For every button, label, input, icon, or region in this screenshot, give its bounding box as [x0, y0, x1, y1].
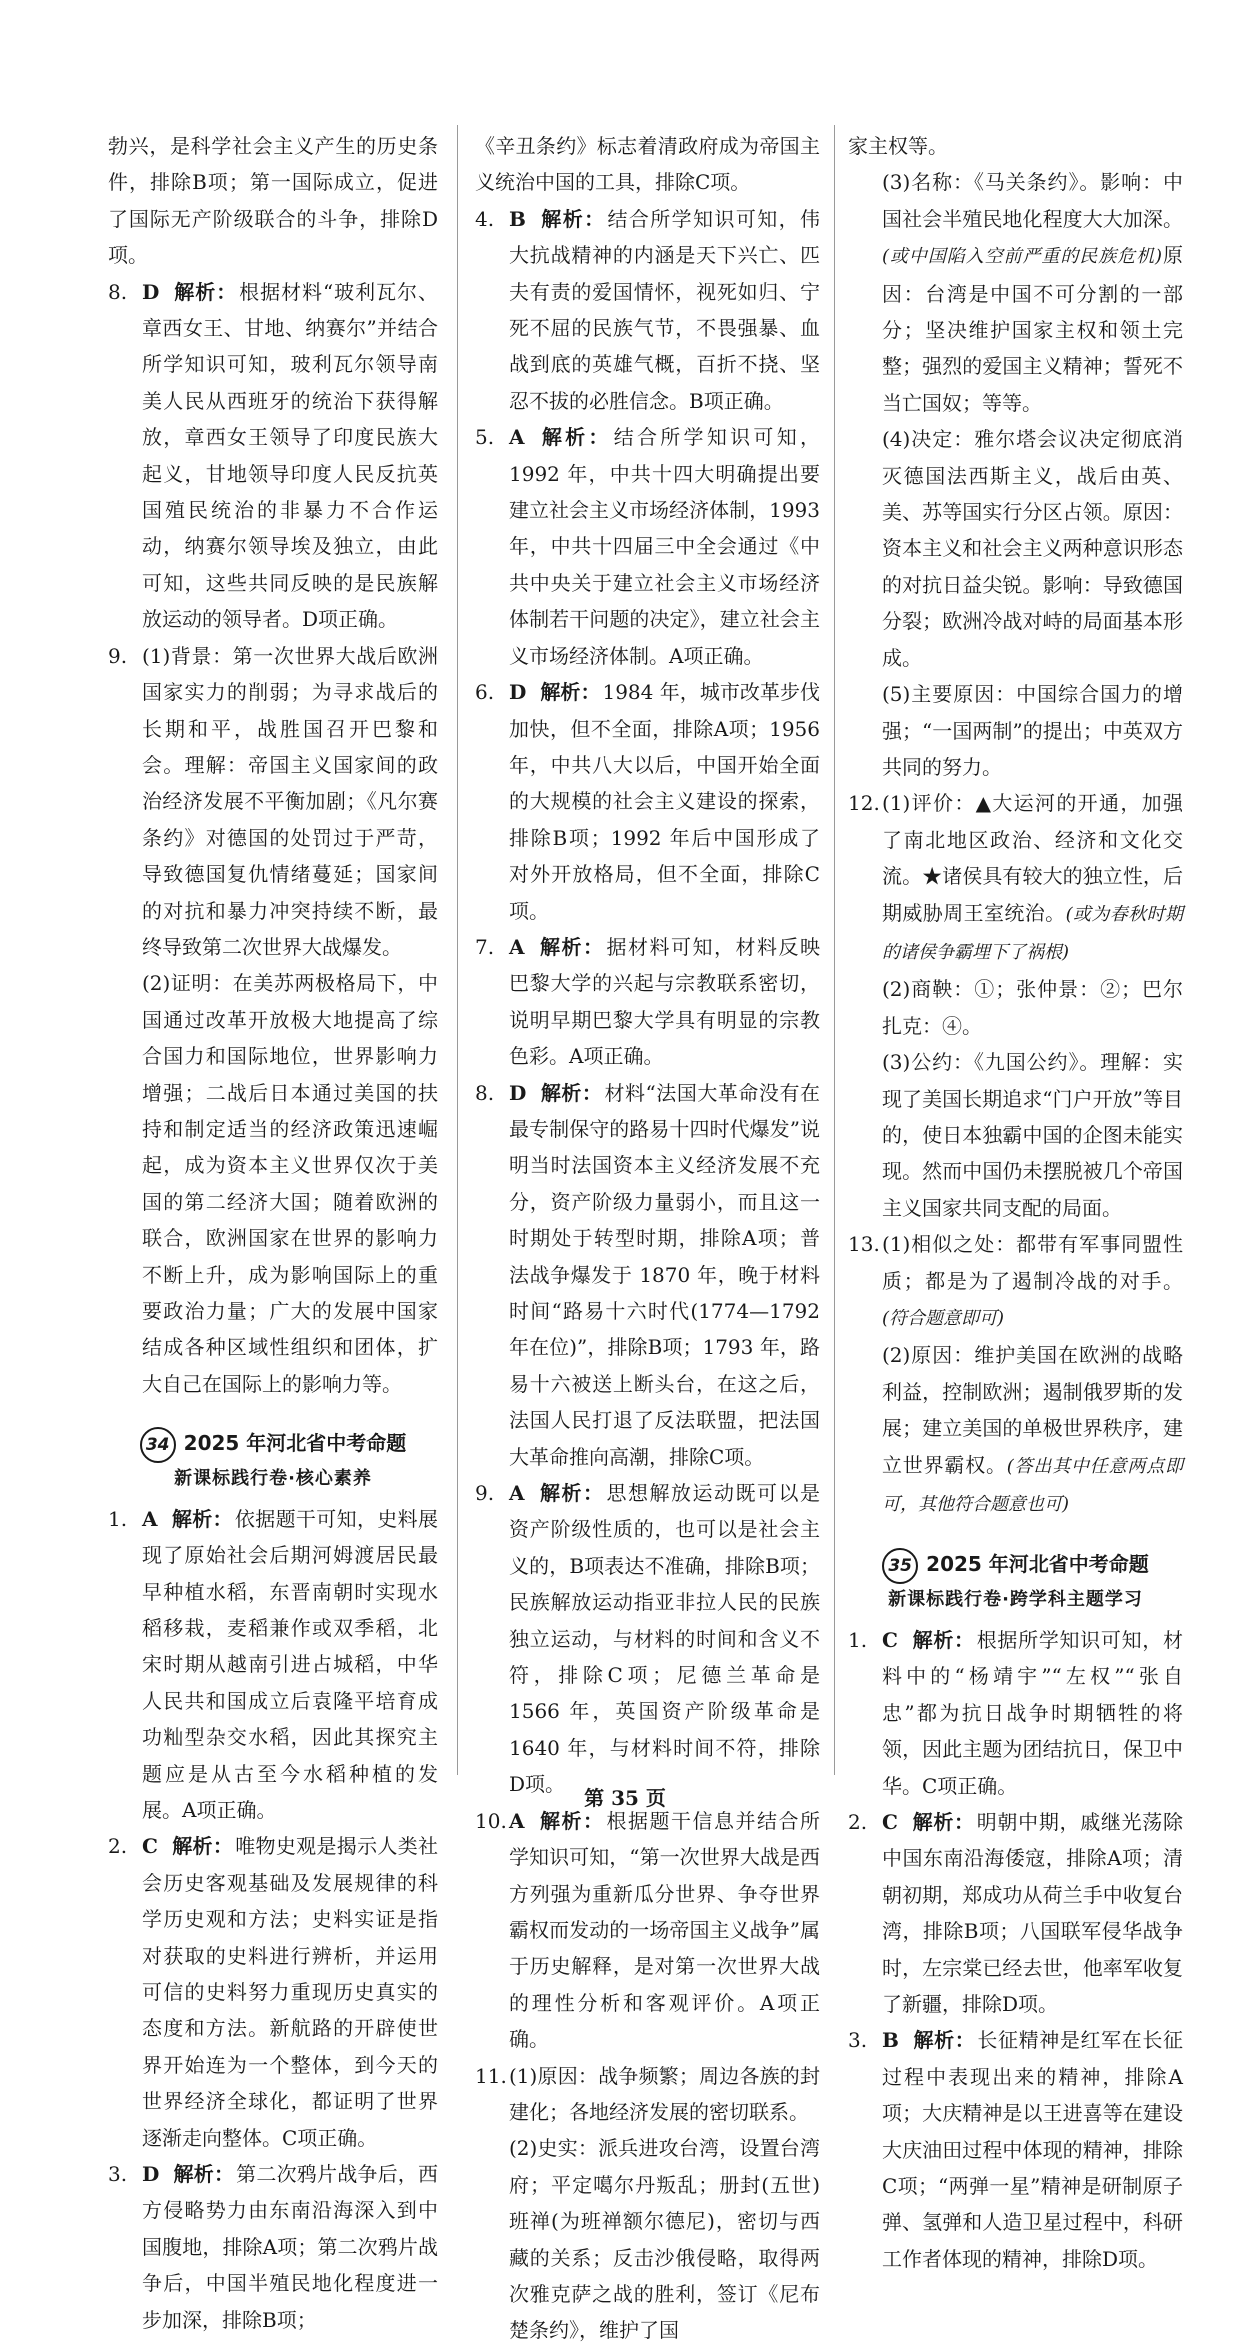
answer-subpart [848, 1044, 1183, 1226]
item-number: 4. [475, 206, 495, 231]
answer-text: (4)决定：雅尔塔会议决定彻底消灭德国法西斯主义，战后由英、美、苏等国实行分区占领。原因：资本主义和社会主义两种意识形态的对抗日益尖锐。影响：导致德国分裂；欧洲冷战对峙的局面基本形成。 [882, 427, 1183, 670]
item-number: 1. [108, 1506, 128, 1531]
answer-note: (或为春秋时期的诸侯争霸埋下了祸根) [882, 903, 1184, 963]
item-number: 13. [848, 1232, 880, 1257]
section-title: 2025 年河北省中考命题 [183, 1431, 407, 1456]
answer-choice: C [142, 1834, 158, 1859]
answer-text: 勃兴，是科学社会主义产生的历史条件，排除B项；第一国际成立，促进了国际无产阶级联合的斗争，排除D项。 [108, 134, 438, 268]
analysis-label: 解析： [540, 1080, 603, 1105]
section-title: 2025 年河北省中考命题 [926, 1552, 1149, 1577]
answer-text: 1984 年，城市改革步伐加快，但不全面，排除A项；1956 年，中共八大以后，中国开始全面的大规模的社会主义建设的探索，排除B项；1992 年后中国形成了对外开放格局，但不全面，排除C项。 [509, 680, 821, 923]
answer-note: (符合题意即可) [882, 1308, 1005, 1329]
answer-text: (5)主要原因：中国综合国力的增强；“一国两制”的提出；中英双方共同的努力。 [882, 682, 1183, 779]
answer-text: (2)原因：维护美国在欧洲的战略利益，控制欧洲；遏制俄罗斯的发展；建立美国的单极世界秩序，建立世界霸权。 [882, 1343, 1183, 1477]
answer-item [475, 201, 820, 419]
answer-text: 根据所学知识可知，材料中的“杨靖宇”“左权”“张自忠”都为抗日战争时期牺牲的将领，因此主题为团结抗日，保卫中华。C项正确。 [882, 1627, 1184, 1798]
answer-choice: A [509, 934, 525, 959]
analysis-label: 解析： [173, 2162, 235, 2187]
item-number: 9. [108, 643, 128, 668]
answer-subpart [848, 421, 1183, 676]
answer-text: 结合所学知识可知，伟大抗战精神的内涵是天下兴亡、匹夫有责的爱国情怀，视死如归、宁死不屈的民族气节，不畏强暴、血战到底的英雄气概，百折不挠、坚忍不拔的必胜信念。B项正确。 [509, 206, 821, 413]
section-number-badge: 34 [140, 1427, 176, 1463]
answer-item [108, 1501, 438, 1829]
analysis-label: 解析： [540, 680, 601, 705]
answer-choice: B [882, 2028, 899, 2053]
answer-text: (1)原因：战争频繁；周边各族的封建化；各地经济发展的密切联系。 [509, 2063, 820, 2124]
item-number: 3. [108, 2162, 128, 2187]
analysis-label: 解析： [538, 1808, 605, 1833]
answer-item [848, 1226, 1183, 1337]
analysis-label: 解析： [539, 206, 606, 231]
answer-choice: D [142, 2162, 160, 2187]
answer-text-tail: 原因：台湾是中国不可分割的一部分；坚决维护国家主权和领土完整；强烈的爱国主义精神；誓死不当亡国奴；等等。 [882, 243, 1183, 415]
answer-item [848, 1622, 1183, 1804]
item-number: 8. [475, 1080, 495, 1105]
answer-item [475, 929, 820, 1075]
answer-subpart [848, 1337, 1183, 1523]
analysis-label: 解析： [173, 279, 238, 304]
section-heading [848, 1547, 1183, 1616]
column-divider [457, 125, 458, 1775]
answer-text: (3)名称：《马关条约》。影响：中国社会半殖民地化程度大大加深。 [882, 170, 1183, 231]
answer-item [475, 2058, 820, 2131]
answer-note: (答出其中任意两点即可，其他符合题意也可) [882, 1455, 1183, 1516]
answer-text: 根据题干信息并结合所学知识可知，“第一次世界大战是西方列强为重新瓜分世界、争夺世界霸权而发动的一场帝国主义战争”属于历史解释，是对第一次世界大战的理性分析和客观评价。A项正确。 [509, 1808, 821, 2052]
answer-choice: A [509, 1808, 525, 1833]
answer-subpart [848, 676, 1183, 785]
column-right [848, 128, 1183, 2277]
answer-item [475, 419, 820, 674]
answer-item [475, 1475, 820, 1803]
section-subtitle: 新课标践行卷·核心素养 [174, 1467, 372, 1489]
analysis-label: 解析： [171, 1506, 233, 1531]
answer-text: 长征精神是红军在长征过程中表现出来的精神，排除A项；大庆精神是以王进喜等在建设大庆油田过程中体现的精神，排除C项；“两弹一星”精神是研制原子弹、氢弹和人造卫星过程中，科研工作者体现的精神，排除D项。 [882, 2028, 1184, 2271]
item-number: 2. [108, 1834, 128, 1859]
item-number: 12. [848, 791, 880, 816]
answer-item [848, 1804, 1183, 2022]
page-number: 第 35 页 [584, 1786, 666, 1810]
item-number: 3. [848, 2028, 868, 2053]
analysis-label: 解析： [911, 1627, 975, 1652]
answer-item [475, 1803, 820, 2058]
answer-choice: D [142, 279, 160, 304]
section-heading [108, 1426, 438, 1495]
answer-text: (2)证明：在美苏两极格局下，中国通过改革开放极大地提高了综合国力和国际地位，世界影响力增强；二战后日本通过美国的扶持和制定适当的经济政策迅速崛起，成为资本主义世界仅次于美国的第二经济大国；随着欧洲的联合，欧洲国家在世界的影响力不断上升，成为影响国际上的重要政治力量；广大的发展中国家结成各种区域性组织和团体，扩大自己在国际上的影响力等。 [142, 971, 438, 1396]
answer-item [108, 2156, 438, 2338]
answer-choice: B [509, 206, 526, 231]
answer-choice: D [509, 680, 527, 705]
answer-text: 思想解放运动既可以是资产阶级性质的，也可以是社会主义的，B项表达不准确，排除B项；民族解放运动指亚非拉人民的民族独立运动，与材料的时间和含义不符，排除C项；尼德兰革命是 1566 年，英国资产阶级革命是 1640 年，与材料时间不符，排除D项。 [509, 1481, 821, 1797]
section-subtitle: 新课标践行卷·跨学科主题学习 [888, 1588, 1143, 1610]
answer-choice: A [142, 1506, 158, 1531]
item-number: 8. [108, 279, 128, 304]
answer-text: 《辛丑条约》标志着清政府成为帝国主义统治中国的工具，排除C项。 [475, 134, 820, 195]
answer-choice: C [882, 1627, 898, 1652]
answer-text: 根据材料“玻利瓦尔、章西女王、甘地、纳赛尔”并结合所学知识可知，玻利瓦尔领导南美人民从西班牙的统治下获得解放，章西女王领导了印度民族大起义，甘地领导印度人民反抗英国殖民统治的非暴力不合作运动，纳赛尔领导埃及独立，由此可知，这些共同反映的是民族解放运动的领导者。D项正确。 [142, 279, 438, 632]
item-number: 11. [475, 2063, 507, 2088]
answer-text: 家主权等。 [848, 134, 948, 158]
answer-text: 材料“法国大革命没有在最专制保守的路易十四时代爆发”说明当时法国资本主义经济发展不充分，资产阶级力量弱小，而且这一时期处于转型时期，排除A项；普法战争爆发于 1870 年，晚于材料时间“路易十六时代(1774—1792 年在位)”，排除B项；1793 年，路易十六被送上断头台，在这之后，法国人民打退了反法联盟，把法国大革命推向高潮，排除C项。 [509, 1080, 820, 1469]
analysis-label: 解析： [911, 1809, 975, 1834]
answer-subpart [475, 2130, 820, 2348]
answer-subpart [848, 971, 1183, 1044]
answer-text: 明朝中期，戚继光荡除中国东南沿海倭寇，排除A项；清朝初期，郑成功从荷兰手中收复台湾，排除B项；八国联军侵华战争时，左宗棠已经去世，他率军收复了新疆，排除D项。 [882, 1809, 1184, 2016]
answer-choice: D [509, 1080, 527, 1105]
answer-continuation [108, 128, 438, 274]
column-middle [475, 128, 820, 2349]
answer-text: (2)史实：派兵进攻台湾，设置台湾府；平定噶尔丹叛乱；册封(五世)班禅(为班禅额尔德尼)，密切与西藏的关系；反击沙俄侵略，取得两次雅克萨之战的胜利，签订《尼布楚条约》，维护了国 [509, 2136, 820, 2343]
item-number: 6. [475, 680, 495, 705]
answer-item [108, 274, 438, 638]
column-divider [834, 125, 835, 1775]
answer-text: 唯物史观是揭示人类社会历史客观基础及发展规律的科学历史观和方法；史料实证是指对获取的史料进行辨析，并运用可信的史料努力重现历史真实的态度和方法。新航路的开辟使世界开始连为一个整体，到今天的世界经济全球化，都证明了世界逐渐走向整体。C项正确。 [142, 1834, 439, 2150]
item-number: 5. [475, 425, 495, 450]
answer-text: (1)相似之处：都带有军事同盟性质；都是为了遏制冷战的对手。 [882, 1232, 1183, 1293]
answer-item [108, 1828, 438, 2156]
item-number: 1. [848, 1627, 868, 1652]
analysis-label: 解析： [538, 934, 605, 959]
section-title-line [108, 1426, 438, 1463]
answer-item [848, 785, 1183, 971]
answer-choice: A [509, 425, 525, 450]
answer-text: 据材料可知，材料反映巴黎大学的兴起与宗教联系密切，说明早期巴黎大学具有明显的宗教色彩。A项正确。 [509, 934, 821, 1069]
answer-item [108, 638, 438, 966]
answer-text: 依据题干可知，史料展现了原始社会后期河姆渡居民最早种植水稻，东晋南朝时实现水稻移栽，麦稻兼作或双季稻，北宋时期从越南引进占城稻，中华人民共和国成立后袁隆平培育成功籼型杂交水稻，因此其探究主题应是从古至今水稻种植的发展。A项正确。 [142, 1506, 438, 1822]
section-title-line [848, 1547, 1183, 1584]
answer-item [475, 674, 820, 929]
analysis-label: 解析： [171, 1834, 234, 1859]
answer-subpart [108, 965, 438, 1402]
analysis-label: 解析： [538, 1481, 605, 1506]
answer-text: (1)评价：▲大运河的开通，加强了南北地区政治、经济和文化交流。★诸侯具有较大的独立性，后期威胁周王室统治。 [882, 791, 1183, 925]
analysis-label: 解析： [538, 425, 612, 450]
answer-continuation [848, 128, 1183, 164]
answer-text: (2)商鞅：①；张仲景：②；巴尔扎克：④。 [882, 977, 1183, 1038]
item-number: 7. [475, 934, 495, 959]
answer-continuation [475, 128, 820, 201]
answer-choice: A [509, 1481, 525, 1506]
answer-subpart [848, 164, 1183, 421]
answer-item [848, 2022, 1183, 2277]
answer-text: (3)公约：《九国公约》。理解：实现了美国长期追求“门户开放”等目的，使日本独霸中国的企图未能实现。然而中国仍未摆脱被几个帝国主义国家共同支配的局面。 [882, 1050, 1183, 1220]
analysis-label: 解析： [912, 2028, 976, 2053]
answer-text: 结合所学知识可知，1992 年，中共十四大明确提出要建立社会主义市场经济体制，1993 年，中共十四届三中全会通过《中共中央关于建立社会主义市场经济体制若干问题的决定》，建立社会主义市场经济体制。A项正确。 [509, 425, 820, 668]
section-number-badge: 35 [882, 1548, 918, 1584]
column-left [108, 128, 438, 2338]
answer-text: 第二次鸦片战争后，西方侵略势力由东南沿海深入到中国腹地，排除A项；第二次鸦片战争后，中国半殖民地化程度进一步加深，排除B项； [142, 2162, 439, 2332]
answer-choice: C [882, 1809, 898, 1834]
item-number: 2. [848, 1809, 868, 1834]
item-number: 10. [475, 1808, 507, 1833]
answer-item [475, 1075, 820, 1475]
item-number: 9. [475, 1481, 495, 1506]
answer-text: (1)背景：第一次世界大战后欧洲国家实力的削弱；为寻求战后的长期和平，战胜国召开巴黎和会。理解：帝国主义国家间的政治经济发展不平衡加剧；《凡尔赛条约》对德国的处罚过于严苛，导致德国复仇情绪蔓延；国家间的对抗和暴力冲突持续不断，最终导致第二次世界大战爆发。 [142, 643, 438, 959]
answer-note: (或中国陷入空前严重的民族危机) [882, 246, 1163, 268]
